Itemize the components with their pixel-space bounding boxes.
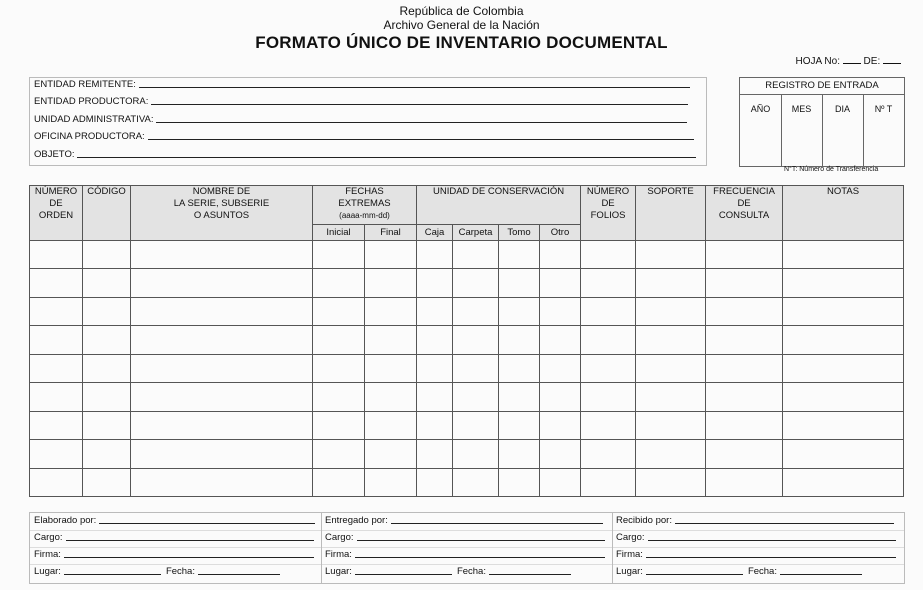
table-cell[interactable] [783, 383, 904, 411]
col-final: Final [365, 225, 417, 241]
table-cell[interactable] [499, 354, 540, 382]
table-cell[interactable] [30, 354, 83, 382]
inventory-table [29, 185, 904, 497]
col-numero-line1: NÚMERO [34, 186, 78, 197]
elaborado-label: Elaborado por: [34, 515, 97, 526]
table-row [30, 326, 904, 354]
unidad-administrativa-field[interactable] [156, 121, 687, 123]
table-cell[interactable] [636, 411, 706, 439]
col-notas: NOTAS [783, 186, 904, 241]
table-cell[interactable] [453, 269, 499, 297]
table-cell[interactable] [83, 411, 131, 439]
entidad-productora-field[interactable] [151, 103, 688, 105]
table-cell[interactable] [499, 411, 540, 439]
table-cell[interactable] [83, 269, 131, 297]
table-cell[interactable] [540, 354, 581, 382]
firma-label: Firma: [34, 549, 61, 560]
table-cell[interactable] [499, 468, 540, 497]
table-cell[interactable] [131, 297, 313, 325]
col-codigo: CÓDIGO [83, 186, 131, 241]
objeto-label: OBJETO: [34, 149, 75, 160]
lugar-field[interactable] [646, 573, 743, 575]
table-cell[interactable] [83, 440, 131, 468]
table-cell[interactable] [581, 383, 636, 411]
lugar-field[interactable] [64, 573, 161, 575]
table-row [30, 411, 904, 439]
registro-mes: MES [791, 104, 812, 114]
col-inicial: Inicial [313, 225, 365, 241]
header-country: República de Colombia [399, 4, 524, 18]
table-cell[interactable] [499, 269, 540, 297]
table-row [30, 354, 904, 382]
registro-title: REGISTRO DE ENTRADA [765, 80, 879, 91]
lugar-label: Lugar: [325, 566, 352, 577]
table-cell[interactable] [783, 297, 904, 325]
table-cell[interactable] [540, 326, 581, 354]
table-cell[interactable] [131, 269, 313, 297]
table-cell[interactable] [706, 411, 783, 439]
sheet-number [796, 54, 901, 67]
recibido-field[interactable] [675, 522, 894, 524]
firma-label: Firma: [616, 549, 643, 560]
col-soporte: SOPORTE [636, 186, 706, 241]
table-cell[interactable] [783, 468, 904, 497]
de-blank[interactable] [883, 54, 901, 64]
table-cell[interactable] [417, 440, 453, 468]
entidad-remitente-field[interactable] [139, 86, 690, 88]
registro-ano: AÑO [750, 104, 771, 114]
table-cell[interactable] [30, 440, 83, 468]
table-cell[interactable] [499, 326, 540, 354]
table-cell[interactable] [706, 354, 783, 382]
table-cell[interactable] [313, 383, 365, 411]
table-cell[interactable] [131, 326, 313, 354]
col-folios-line2: DE [601, 198, 615, 209]
table-cell[interactable] [365, 354, 417, 382]
table-cell[interactable] [540, 440, 581, 468]
col-fechas-line2: EXTREMAS [338, 198, 391, 209]
table-cell[interactable] [636, 326, 706, 354]
firma-label: Firma: [325, 549, 352, 560]
table-cell[interactable] [581, 297, 636, 325]
table-cell[interactable] [783, 241, 904, 269]
table-cell[interactable] [365, 411, 417, 439]
lugar-label: Lugar: [34, 566, 61, 577]
col-unidad-conservacion: UNIDAD DE CONSERVACIÓN [417, 186, 581, 225]
table-row [30, 468, 904, 497]
table-cell[interactable] [453, 383, 499, 411]
table-cell[interactable] [581, 411, 636, 439]
table-cell[interactable] [131, 241, 313, 269]
firma-field[interactable] [64, 556, 314, 558]
table-cell[interactable] [30, 383, 83, 411]
table-cell[interactable] [453, 297, 499, 325]
table-cell[interactable] [636, 297, 706, 325]
table-cell[interactable] [365, 297, 417, 325]
table-row [30, 440, 904, 468]
cargo-label: Cargo: [34, 532, 63, 543]
table-cell[interactable] [783, 326, 904, 354]
table-cell[interactable] [706, 468, 783, 497]
table-cell[interactable] [365, 241, 417, 269]
table-cell[interactable] [365, 468, 417, 497]
table-cell[interactable] [30, 326, 83, 354]
cargo-field[interactable] [648, 539, 896, 541]
cargo-label: Cargo: [616, 532, 645, 543]
table-cell[interactable] [706, 326, 783, 354]
table-cell[interactable] [30, 411, 83, 439]
table-cell[interactable] [499, 241, 540, 269]
table-cell[interactable] [83, 326, 131, 354]
fecha-field[interactable] [489, 573, 571, 575]
entregado-field[interactable] [391, 522, 603, 524]
oficina-productora-label: OFICINA PRODUCTORA: [34, 131, 145, 142]
table-cell[interactable] [540, 383, 581, 411]
table-cell[interactable] [365, 383, 417, 411]
table-cell[interactable] [581, 468, 636, 497]
table-cell[interactable] [581, 326, 636, 354]
header-archive: Archivo General de la Nación [383, 18, 540, 32]
entregado-label: Entregado por: [325, 515, 388, 526]
col-fechas-extremas [313, 186, 417, 225]
firma-field[interactable] [355, 556, 605, 558]
fecha-label: Fecha: [747, 566, 777, 577]
registro-dia: DIA [834, 104, 850, 114]
table-cell[interactable] [636, 354, 706, 382]
table-cell[interactable] [417, 297, 453, 325]
col-otro: Otro [540, 225, 581, 241]
col-frecuencia-line2: DE [737, 198, 751, 209]
table-cell[interactable] [313, 354, 365, 382]
col-caja: Caja [417, 225, 453, 241]
entidad-productora-label: ENTIDAD PRODUCTORA: [34, 96, 149, 107]
cargo-field[interactable] [357, 539, 605, 541]
col-nombre-line1: NOMBRE DE [192, 186, 251, 197]
table-cell[interactable] [453, 326, 499, 354]
col-fechas-line1: FECHAS [345, 186, 384, 197]
elaborado-field[interactable] [99, 522, 315, 524]
table-cell[interactable] [706, 297, 783, 325]
table-row [30, 269, 904, 297]
col-nombre-line3: O ASUNTOS [193, 210, 250, 221]
unidad-administrativa-label: UNIDAD ADMINISTRATIVA: [34, 114, 154, 125]
table-cell[interactable] [581, 440, 636, 468]
col-numero-line2: DE [49, 198, 63, 209]
fecha-field[interactable] [198, 573, 280, 575]
table-cell[interactable] [131, 354, 313, 382]
table-cell[interactable] [581, 241, 636, 269]
table-cell[interactable] [313, 468, 365, 497]
table-cell[interactable] [783, 269, 904, 297]
table-cell[interactable] [131, 468, 313, 497]
col-frecuencia-line3: CONSULTA [718, 210, 770, 221]
table-cell[interactable] [540, 241, 581, 269]
col-carpeta: Carpeta [453, 225, 499, 241]
table-cell[interactable] [131, 411, 313, 439]
registro-note: N°T: Número de Transferencia [784, 166, 879, 173]
table-cell[interactable] [131, 383, 313, 411]
table-cell[interactable] [313, 241, 365, 269]
table-cell[interactable] [783, 411, 904, 439]
table-cell[interactable] [706, 269, 783, 297]
col-nombre-serie [131, 186, 313, 241]
table-cell[interactable] [636, 383, 706, 411]
table-cell[interactable] [636, 269, 706, 297]
table-cell[interactable] [83, 468, 131, 497]
col-fechas-line3: (aaaa-mm-dd) [339, 211, 390, 220]
table-cell[interactable] [706, 241, 783, 269]
hoja-label: HOJA No: [795, 56, 840, 67]
table-cell[interactable] [540, 269, 581, 297]
page-title: FORMATO ÚNICO DE INVENTARIO DOCUMENTAL [255, 33, 668, 52]
oficina-productora-field[interactable] [148, 138, 694, 140]
table-cell[interactable] [453, 354, 499, 382]
table-cell[interactable] [453, 411, 499, 439]
table-cell[interactable] [581, 354, 636, 382]
table-cell[interactable] [417, 383, 453, 411]
table-cell[interactable] [453, 468, 499, 497]
table-row [30, 383, 904, 411]
table-row [30, 241, 904, 269]
firma-field[interactable] [646, 556, 896, 558]
col-frecuencia-consulta [706, 186, 783, 241]
fecha-label: Fecha: [456, 566, 486, 577]
lugar-field[interactable] [355, 573, 452, 575]
entidad-remitente-label: ENTIDAD REMITENTE: [34, 79, 136, 90]
table-cell[interactable] [417, 354, 453, 382]
table-cell[interactable] [313, 411, 365, 439]
table-cell[interactable] [417, 411, 453, 439]
table-cell[interactable] [417, 326, 453, 354]
table-cell[interactable] [83, 383, 131, 411]
table-cell[interactable] [453, 241, 499, 269]
table-cell[interactable] [540, 411, 581, 439]
objeto-field[interactable] [77, 156, 696, 158]
cargo-label: Cargo: [325, 532, 354, 543]
table-cell[interactable] [83, 241, 131, 269]
col-folios-line3: FOLIOS [590, 210, 626, 221]
table-cell[interactable] [706, 383, 783, 411]
fecha-field[interactable] [780, 573, 862, 575]
table-cell[interactable] [706, 440, 783, 468]
table-cell[interactable] [83, 354, 131, 382]
table-cell[interactable] [499, 383, 540, 411]
col-folios-line1: NÚMERO [586, 186, 630, 197]
table-cell[interactable] [581, 269, 636, 297]
table-cell[interactable] [499, 440, 540, 468]
fecha-label: Fecha: [165, 566, 195, 577]
col-frecuencia-line1: FRECUENCIA [713, 186, 775, 197]
registro-nt: Nº T [874, 104, 893, 114]
recibido-label: Recibido por: [616, 515, 672, 526]
table-cell[interactable] [636, 440, 706, 468]
table-cell[interactable] [313, 326, 365, 354]
table-cell[interactable] [83, 297, 131, 325]
table-cell[interactable] [30, 468, 83, 497]
hoja-blank[interactable] [843, 54, 861, 64]
table-cell[interactable] [30, 297, 83, 325]
table-cell[interactable] [783, 354, 904, 382]
col-numero-folios [581, 186, 636, 241]
table-cell[interactable] [313, 297, 365, 325]
table-cell[interactable] [453, 440, 499, 468]
entregado-section [321, 513, 612, 583]
recibido-section [612, 513, 904, 583]
de-label: DE: [863, 56, 881, 67]
table-cell[interactable] [636, 468, 706, 497]
elaborado-section [30, 513, 321, 583]
table-cell[interactable] [365, 440, 417, 468]
col-numero-orden [30, 186, 83, 241]
table-cell[interactable] [540, 468, 581, 497]
table-cell[interactable] [30, 269, 83, 297]
col-nombre-line2: LA SERIE, SUBSERIE [173, 198, 270, 209]
entity-info-box [29, 77, 707, 166]
table-cell[interactable] [636, 241, 706, 269]
table-cell[interactable] [131, 440, 313, 468]
table-cell[interactable] [417, 241, 453, 269]
lugar-label: Lugar: [616, 566, 643, 577]
table-cell[interactable] [540, 297, 581, 325]
table-cell[interactable] [313, 269, 365, 297]
cargo-field[interactable] [66, 539, 314, 541]
col-tomo: Tomo [499, 225, 540, 241]
table-cell[interactable] [30, 241, 83, 269]
registro-entrada-box [739, 77, 905, 167]
table-cell[interactable] [783, 440, 904, 468]
table-row [30, 297, 904, 325]
table-cell[interactable] [365, 269, 417, 297]
table-cell[interactable] [417, 468, 453, 497]
table-cell[interactable] [313, 440, 365, 468]
table-cell[interactable] [417, 269, 453, 297]
table-cell[interactable] [365, 326, 417, 354]
signatures-box [29, 512, 905, 584]
col-numero-line3: ORDEN [38, 210, 74, 221]
table-cell[interactable] [499, 297, 540, 325]
